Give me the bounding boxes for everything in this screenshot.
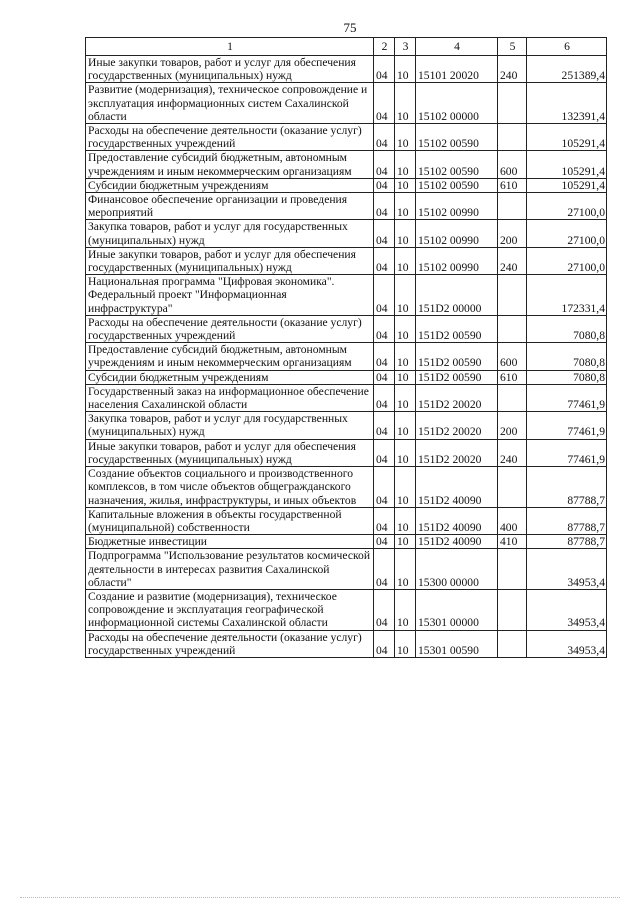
header-col-2: 2	[374, 38, 395, 56]
row-expense-type: 600	[498, 151, 527, 178]
table-row	[86, 124, 607, 151]
row-expense-type: 240	[498, 247, 527, 274]
row-amount: 27100,0	[527, 220, 607, 247]
row-name: Иные закупки товаров, работ и услуг для обеспечения государственных (муниципальных) нужд	[86, 56, 374, 83]
row-subsection: 10	[395, 370, 416, 384]
header-col-3: 3	[395, 38, 416, 56]
row-name: Расходы на обеспечение деятельности (оказание услуг) государственных учреждений	[86, 315, 374, 342]
table-row	[86, 630, 607, 657]
row-section: 04	[374, 549, 395, 590]
row-amount: 34953,4	[527, 630, 607, 657]
table-row	[86, 247, 607, 274]
row-expense-type	[498, 124, 527, 151]
row-name: Предоставление субсидий бюджетным, автономным учреждениям и иным некоммерческим организациям	[86, 343, 374, 370]
table-header-row	[86, 38, 607, 56]
row-name: Расходы на обеспечение деятельности (оказание услуг) государственных учреждений	[86, 124, 374, 151]
row-section: 04	[374, 370, 395, 384]
table-row	[86, 56, 607, 83]
row-name: Капитальные вложения в объекты государственной (муниципальной) собственности	[86, 507, 374, 534]
row-article: 151D2 20020	[416, 439, 498, 466]
header-col-1: 1	[86, 38, 374, 56]
row-article: 151D2 40090	[416, 507, 498, 534]
row-section: 04	[374, 247, 395, 274]
row-section: 04	[374, 220, 395, 247]
row-name: Закупка товаров, работ и услуг для государственных (муниципальных) нужд	[86, 412, 374, 439]
row-section: 04	[374, 315, 395, 342]
table-row	[86, 439, 607, 466]
table-row	[86, 193, 607, 220]
row-section: 04	[374, 535, 395, 549]
row-article: 15300 00000	[416, 549, 498, 590]
row-section: 04	[374, 56, 395, 83]
row-subsection: 10	[395, 315, 416, 342]
page-number: 75	[343, 20, 357, 35]
row-amount: 87788,7	[527, 507, 607, 534]
row-amount: 105291,4	[527, 124, 607, 151]
row-subsection: 10	[395, 549, 416, 590]
row-section: 04	[374, 193, 395, 220]
row-subsection: 10	[395, 507, 416, 534]
row-amount: 7080,8	[527, 343, 607, 370]
row-amount: 105291,4	[527, 178, 607, 192]
row-section: 04	[374, 343, 395, 370]
row-subsection: 10	[395, 151, 416, 178]
table-row	[86, 83, 607, 124]
table-row	[86, 178, 607, 192]
row-subsection: 10	[395, 56, 416, 83]
row-name: Финансовое обеспечение организации и проведения мероприятий	[86, 193, 374, 220]
row-section: 04	[374, 275, 395, 316]
table-row	[86, 467, 607, 508]
row-article: 15102 00990	[416, 193, 498, 220]
row-article: 151D2 00590	[416, 343, 498, 370]
row-name: Иные закупки товаров, работ и услуг для обеспечения государственных (муниципальных) нужд	[86, 439, 374, 466]
row-article: 15102 00990	[416, 247, 498, 274]
row-amount: 251389,4	[527, 56, 607, 83]
table-row	[86, 412, 607, 439]
row-amount: 7080,8	[527, 315, 607, 342]
header-col-5: 5	[498, 38, 527, 56]
row-section: 04	[374, 507, 395, 534]
table-row	[86, 507, 607, 534]
table-row	[86, 549, 607, 590]
row-article: 15301 00000	[416, 589, 498, 630]
row-expense-type	[498, 630, 527, 657]
budget-table	[85, 37, 607, 658]
row-name: Создание и развитие (модернизация), техническое сопровождение и эксплуатация географической информационной системы Сахалинской области	[86, 589, 374, 630]
row-expense-type: 200	[498, 220, 527, 247]
table-row	[86, 275, 607, 316]
table-row	[86, 535, 607, 549]
row-subsection: 10	[395, 535, 416, 549]
row-expense-type: 610	[498, 370, 527, 384]
row-name: Предоставление субсидий бюджетным, автономным учреждениям и иным некоммерческим организациям	[86, 151, 374, 178]
row-expense-type	[498, 315, 527, 342]
table-row	[86, 220, 607, 247]
row-expense-type	[498, 589, 527, 630]
row-amount: 27100,0	[527, 193, 607, 220]
row-subsection: 10	[395, 630, 416, 657]
row-amount: 34953,4	[527, 549, 607, 590]
header-col-6: 6	[527, 38, 607, 56]
row-subsection: 10	[395, 589, 416, 630]
header-col-4: 4	[416, 38, 498, 56]
row-amount: 132391,4	[527, 83, 607, 124]
row-name: Создание объектов социального и производственного комплексов, в том числе объектов общегражданского назначения, жилья, инфраструктуры, и иных объектов	[86, 467, 374, 508]
table-row	[86, 384, 607, 411]
row-article: 15102 00000	[416, 83, 498, 124]
row-subsection: 10	[395, 412, 416, 439]
row-section: 04	[374, 384, 395, 411]
table-row	[86, 370, 607, 384]
row-amount: 34953,4	[527, 589, 607, 630]
row-expense-type: 400	[498, 507, 527, 534]
row-section: 04	[374, 630, 395, 657]
row-subsection: 10	[395, 275, 416, 316]
budget-table-body	[86, 38, 607, 658]
row-article: 151D2 00590	[416, 370, 498, 384]
row-article: 151D2 40090	[416, 535, 498, 549]
row-subsection: 10	[395, 220, 416, 247]
row-article: 15102 00590	[416, 151, 498, 178]
row-expense-type: 240	[498, 439, 527, 466]
row-article: 15301 00590	[416, 630, 498, 657]
row-article: 15102 00590	[416, 178, 498, 192]
row-expense-type	[498, 467, 527, 508]
row-name: Государственный заказ на информационное обеспечение населения Сахалинской области	[86, 384, 374, 411]
row-expense-type: 610	[498, 178, 527, 192]
row-name: Расходы на обеспечение деятельности (оказание услуг) государственных учреждений	[86, 630, 374, 657]
row-expense-type: 240	[498, 56, 527, 83]
row-subsection: 10	[395, 247, 416, 274]
row-subsection: 10	[395, 439, 416, 466]
table-row	[86, 343, 607, 370]
row-section: 04	[374, 589, 395, 630]
row-amount: 77461,9	[527, 412, 607, 439]
row-article: 15101 20020	[416, 56, 498, 83]
row-amount: 87788,7	[527, 535, 607, 549]
row-subsection: 10	[395, 384, 416, 411]
row-name: Субсидии бюджетным учреждениям	[86, 370, 374, 384]
row-name: Подпрограмма "Использование результатов космической деятельности в интересах развития Сахалинской области"	[86, 549, 374, 590]
table-row	[86, 315, 607, 342]
row-amount: 105291,4	[527, 151, 607, 178]
row-subsection: 10	[395, 178, 416, 192]
page-bottom-edge	[20, 897, 620, 899]
table-row	[86, 589, 607, 630]
row-article: 151D2 40090	[416, 467, 498, 508]
row-expense-type: 410	[498, 535, 527, 549]
row-name: Национальная программа "Цифровая экономика". Федеральный проект "Информационная инфраструктура"	[86, 275, 374, 316]
row-name: Бюджетные инвестиции	[86, 535, 374, 549]
row-article: 151D2 20020	[416, 412, 498, 439]
row-expense-type	[498, 549, 527, 590]
row-subsection: 10	[395, 467, 416, 508]
row-subsection: 10	[395, 193, 416, 220]
row-section: 04	[374, 124, 395, 151]
row-expense-type: 200	[498, 412, 527, 439]
table-row	[86, 151, 607, 178]
row-article: 15102 00590	[416, 124, 498, 151]
row-expense-type	[498, 193, 527, 220]
row-article: 151D2 20020	[416, 384, 498, 411]
row-amount: 87788,7	[527, 467, 607, 508]
row-section: 04	[374, 412, 395, 439]
row-expense-type	[498, 384, 527, 411]
row-amount: 172331,4	[527, 275, 607, 316]
row-section: 04	[374, 178, 395, 192]
row-expense-type	[498, 83, 527, 124]
row-section: 04	[374, 467, 395, 508]
row-subsection: 10	[395, 83, 416, 124]
row-name: Закупка товаров, работ и услуг для государственных (муниципальных) нужд	[86, 220, 374, 247]
row-article: 15102 00990	[416, 220, 498, 247]
row-expense-type: 600	[498, 343, 527, 370]
row-amount: 27100,0	[527, 247, 607, 274]
row-section: 04	[374, 83, 395, 124]
row-name: Развитие (модернизация), техническое сопровождение и эксплуатация информационных систем Сахалинской области	[86, 83, 374, 124]
row-amount: 77461,9	[527, 384, 607, 411]
row-expense-type	[498, 275, 527, 316]
row-article: 151D2 00590	[416, 315, 498, 342]
row-amount: 77461,9	[527, 439, 607, 466]
row-section: 04	[374, 439, 395, 466]
row-name: Иные закупки товаров, работ и услуг для обеспечения государственных (муниципальных) нужд	[86, 247, 374, 274]
row-amount: 7080,8	[527, 370, 607, 384]
row-subsection: 10	[395, 343, 416, 370]
row-name: Субсидии бюджетным учреждениям	[86, 178, 374, 192]
row-article: 151D2 00000	[416, 275, 498, 316]
row-subsection: 10	[395, 124, 416, 151]
row-section: 04	[374, 151, 395, 178]
